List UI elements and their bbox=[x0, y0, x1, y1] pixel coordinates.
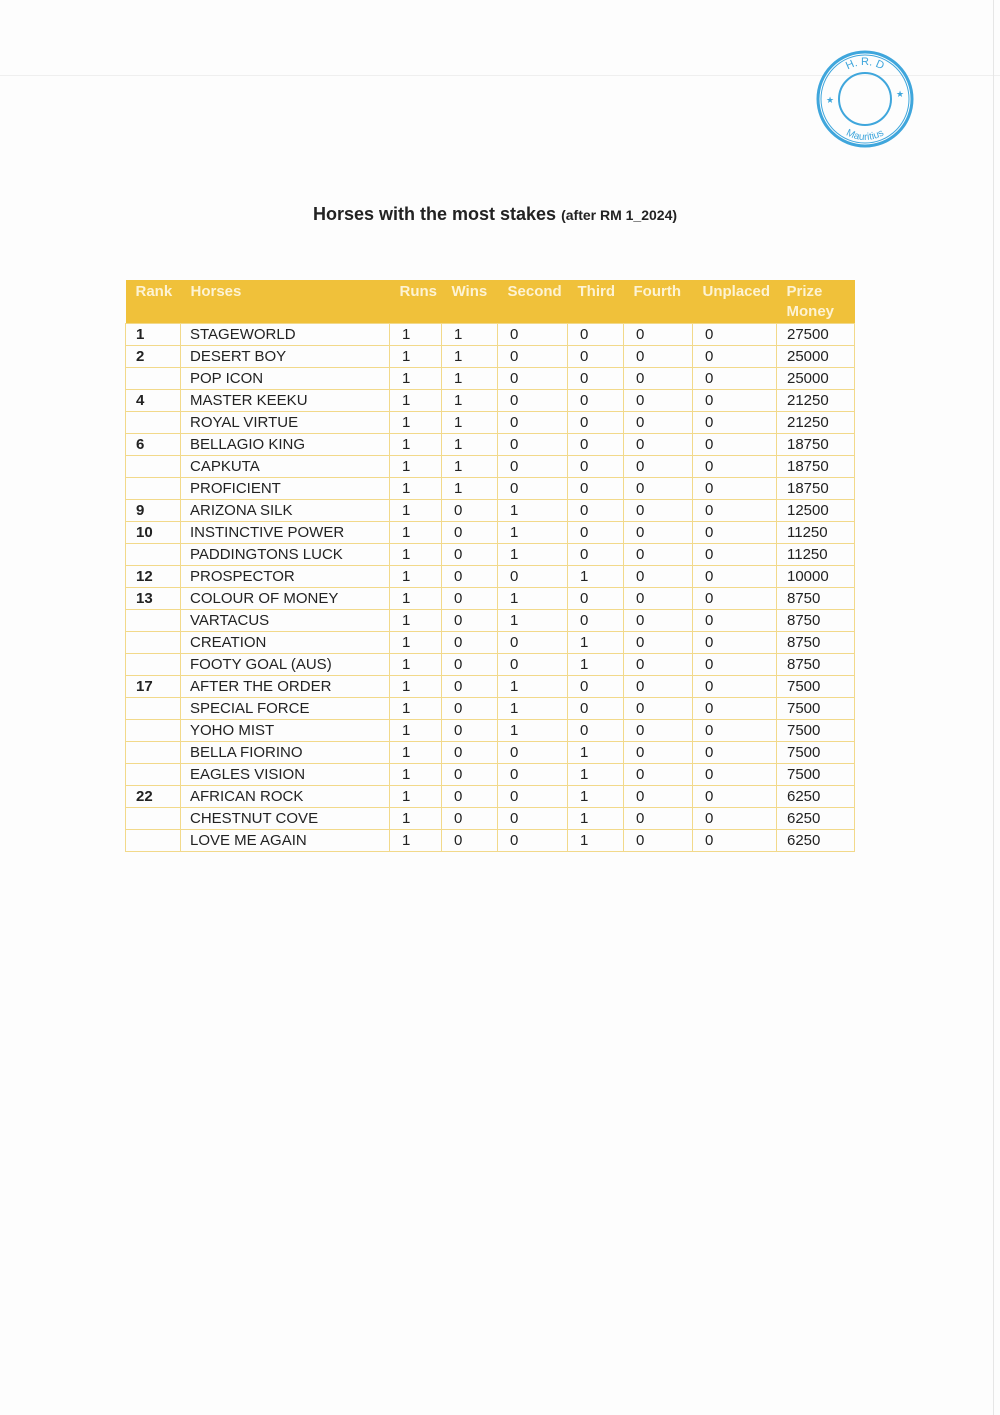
prize-cell: 18750 bbox=[777, 434, 855, 456]
runs-cell: 1 bbox=[390, 720, 442, 742]
third-cell: 0 bbox=[568, 588, 624, 610]
wins-cell: 1 bbox=[442, 324, 498, 346]
third-cell: 0 bbox=[568, 324, 624, 346]
runs-cell: 1 bbox=[390, 522, 442, 544]
fourth-cell: 0 bbox=[624, 434, 693, 456]
prize-cell: 8750 bbox=[777, 610, 855, 632]
horse-cell: FOOTY GOAL (AUS) bbox=[181, 654, 390, 676]
fourth-cell: 0 bbox=[624, 522, 693, 544]
wins-cell: 0 bbox=[442, 610, 498, 632]
rank-cell bbox=[126, 830, 181, 852]
runs-cell: 1 bbox=[390, 368, 442, 390]
second-cell: 0 bbox=[498, 632, 568, 654]
prize-cell: 7500 bbox=[777, 742, 855, 764]
fourth-cell: 0 bbox=[624, 566, 693, 588]
horse-cell: BELLA FIORINO bbox=[181, 742, 390, 764]
page-title-sub: (after RM 1_2024) bbox=[561, 207, 678, 223]
horse-cell: CAPKUTA bbox=[181, 456, 390, 478]
prize-cell: 6250 bbox=[777, 808, 855, 830]
header-second: Second bbox=[498, 280, 568, 324]
wins-cell: 1 bbox=[442, 478, 498, 500]
header-horses: Horses bbox=[181, 280, 390, 324]
third-cell: 1 bbox=[568, 808, 624, 830]
second-cell: 1 bbox=[498, 544, 568, 566]
third-cell: 0 bbox=[568, 610, 624, 632]
unplaced-cell: 0 bbox=[693, 412, 777, 434]
rank-cell: 9 bbox=[126, 500, 181, 522]
header-unplaced: Unplaced bbox=[693, 280, 777, 324]
wins-cell: 0 bbox=[442, 500, 498, 522]
unplaced-cell: 0 bbox=[693, 434, 777, 456]
fourth-cell: 0 bbox=[624, 720, 693, 742]
third-cell: 1 bbox=[568, 632, 624, 654]
rank-cell: 6 bbox=[126, 434, 181, 456]
rank-cell: 17 bbox=[126, 676, 181, 698]
table-row bbox=[126, 588, 855, 610]
fourth-cell: 0 bbox=[624, 324, 693, 346]
fourth-cell: 0 bbox=[624, 676, 693, 698]
wins-cell: 0 bbox=[442, 632, 498, 654]
scan-edge-right bbox=[993, 0, 994, 1415]
runs-cell: 1 bbox=[390, 390, 442, 412]
table-row bbox=[126, 830, 855, 852]
fourth-cell: 0 bbox=[624, 786, 693, 808]
second-cell: 1 bbox=[498, 676, 568, 698]
table-row bbox=[126, 808, 855, 830]
wins-cell: 0 bbox=[442, 808, 498, 830]
second-cell: 0 bbox=[498, 742, 568, 764]
runs-cell: 1 bbox=[390, 324, 442, 346]
horse-cell: YOHO MIST bbox=[181, 720, 390, 742]
rank-cell bbox=[126, 764, 181, 786]
rank-cell bbox=[126, 654, 181, 676]
prize-cell: 7500 bbox=[777, 764, 855, 786]
header-rank: Rank bbox=[126, 280, 181, 324]
horse-cell: VARTACUS bbox=[181, 610, 390, 632]
runs-cell: 1 bbox=[390, 764, 442, 786]
third-cell: 0 bbox=[568, 390, 624, 412]
table-body bbox=[126, 324, 855, 852]
runs-cell: 1 bbox=[390, 786, 442, 808]
stamp-star-left: ★ bbox=[826, 96, 835, 106]
prize-cell: 8750 bbox=[777, 588, 855, 610]
runs-cell: 1 bbox=[390, 588, 442, 610]
stamp-top-text: H. R. D bbox=[844, 55, 886, 73]
second-cell: 0 bbox=[498, 764, 568, 786]
fourth-cell: 0 bbox=[624, 698, 693, 720]
fourth-cell: 0 bbox=[624, 368, 693, 390]
table-row bbox=[126, 500, 855, 522]
rank-cell: 13 bbox=[126, 588, 181, 610]
page-title bbox=[0, 204, 990, 225]
second-cell: 1 bbox=[498, 588, 568, 610]
runs-cell: 1 bbox=[390, 742, 442, 764]
third-cell: 1 bbox=[568, 830, 624, 852]
unplaced-cell: 0 bbox=[693, 478, 777, 500]
runs-cell: 1 bbox=[390, 830, 442, 852]
second-cell: 1 bbox=[498, 698, 568, 720]
table-row bbox=[126, 698, 855, 720]
unplaced-cell: 0 bbox=[693, 346, 777, 368]
horse-cell: COLOUR OF MONEY bbox=[181, 588, 390, 610]
third-cell: 0 bbox=[568, 478, 624, 500]
rank-cell bbox=[126, 632, 181, 654]
stakes-table bbox=[125, 280, 855, 852]
second-cell: 1 bbox=[498, 720, 568, 742]
unplaced-cell: 0 bbox=[693, 786, 777, 808]
table-row bbox=[126, 368, 855, 390]
page-title-main: Horses with the most stakes bbox=[312, 204, 557, 224]
wins-cell: 0 bbox=[442, 654, 498, 676]
third-cell: 1 bbox=[568, 654, 624, 676]
second-cell: 1 bbox=[498, 610, 568, 632]
prize-cell: 21250 bbox=[777, 412, 855, 434]
second-cell: 0 bbox=[498, 808, 568, 830]
svg-text:H. R. D bbox=[844, 56, 886, 72]
unplaced-cell: 0 bbox=[693, 764, 777, 786]
hrd-mauritius-stamp bbox=[814, 48, 916, 150]
horse-cell: PROFICIENT bbox=[181, 478, 390, 500]
horse-cell: SPECIAL FORCE bbox=[181, 698, 390, 720]
header-third: Third bbox=[568, 280, 624, 324]
unplaced-cell: 0 bbox=[693, 566, 777, 588]
wins-cell: 1 bbox=[442, 346, 498, 368]
horse-cell: CREATION bbox=[181, 632, 390, 654]
wins-cell: 1 bbox=[442, 390, 498, 412]
prize-cell: 11250 bbox=[777, 522, 855, 544]
fourth-cell: 0 bbox=[624, 412, 693, 434]
prize-cell: 27500 bbox=[777, 324, 855, 346]
wins-cell: 0 bbox=[442, 786, 498, 808]
table-row bbox=[126, 390, 855, 412]
rank-cell: 12 bbox=[126, 566, 181, 588]
third-cell: 0 bbox=[568, 544, 624, 566]
rank-cell bbox=[126, 544, 181, 566]
rank-cell bbox=[126, 368, 181, 390]
rank-cell bbox=[126, 610, 181, 632]
horse-cell: DESERT BOY bbox=[181, 346, 390, 368]
third-cell: 0 bbox=[568, 456, 624, 478]
prize-cell: 7500 bbox=[777, 676, 855, 698]
unplaced-cell: 0 bbox=[693, 610, 777, 632]
runs-cell: 1 bbox=[390, 544, 442, 566]
table-row bbox=[126, 478, 855, 500]
rank-cell bbox=[126, 698, 181, 720]
rank-cell bbox=[126, 808, 181, 830]
second-cell: 1 bbox=[498, 522, 568, 544]
table-row bbox=[126, 764, 855, 786]
unplaced-cell: 0 bbox=[693, 654, 777, 676]
horse-cell: INSTINCTIVE POWER bbox=[181, 522, 390, 544]
runs-cell: 1 bbox=[390, 566, 442, 588]
horse-cell: BELLAGIO KING bbox=[181, 434, 390, 456]
wins-cell: 0 bbox=[442, 566, 498, 588]
horse-cell: MASTER KEEKU bbox=[181, 390, 390, 412]
wins-cell: 0 bbox=[442, 698, 498, 720]
wins-cell: 1 bbox=[442, 368, 498, 390]
table-row bbox=[126, 720, 855, 742]
third-cell: 0 bbox=[568, 368, 624, 390]
table-row bbox=[126, 522, 855, 544]
second-cell: 0 bbox=[498, 368, 568, 390]
third-cell: 0 bbox=[568, 412, 624, 434]
runs-cell: 1 bbox=[390, 500, 442, 522]
unplaced-cell: 0 bbox=[693, 720, 777, 742]
third-cell: 0 bbox=[568, 676, 624, 698]
fourth-cell: 0 bbox=[624, 346, 693, 368]
rank-cell bbox=[126, 742, 181, 764]
table-row bbox=[126, 654, 855, 676]
second-cell: 0 bbox=[498, 654, 568, 676]
third-cell: 1 bbox=[568, 786, 624, 808]
header-wins: Wins bbox=[442, 280, 498, 324]
horse-cell: POP ICON bbox=[181, 368, 390, 390]
wins-cell: 0 bbox=[442, 742, 498, 764]
third-cell: 1 bbox=[568, 764, 624, 786]
unplaced-cell: 0 bbox=[693, 830, 777, 852]
runs-cell: 1 bbox=[390, 654, 442, 676]
fourth-cell: 0 bbox=[624, 742, 693, 764]
unplaced-cell: 0 bbox=[693, 742, 777, 764]
fourth-cell: 0 bbox=[624, 456, 693, 478]
stamp-bottom-text: Mauritius bbox=[844, 127, 886, 144]
fourth-cell: 0 bbox=[624, 632, 693, 654]
table-row bbox=[126, 434, 855, 456]
table-row bbox=[126, 324, 855, 346]
wins-cell: 0 bbox=[442, 544, 498, 566]
horse-cell: AFTER THE ORDER bbox=[181, 676, 390, 698]
prize-cell: 7500 bbox=[777, 698, 855, 720]
runs-cell: 1 bbox=[390, 456, 442, 478]
unplaced-cell: 0 bbox=[693, 324, 777, 346]
prize-cell: 12500 bbox=[777, 500, 855, 522]
second-cell: 0 bbox=[498, 830, 568, 852]
third-cell: 0 bbox=[568, 500, 624, 522]
prize-cell: 8750 bbox=[777, 654, 855, 676]
wins-cell: 0 bbox=[442, 522, 498, 544]
prize-cell: 18750 bbox=[777, 478, 855, 500]
rank-cell bbox=[126, 412, 181, 434]
table-row bbox=[126, 786, 855, 808]
horse-cell: EAGLES VISION bbox=[181, 764, 390, 786]
unplaced-cell: 0 bbox=[693, 632, 777, 654]
horse-cell: PADDINGTONS LUCK bbox=[181, 544, 390, 566]
fourth-cell: 0 bbox=[624, 588, 693, 610]
rank-cell: 10 bbox=[126, 522, 181, 544]
third-cell: 1 bbox=[568, 566, 624, 588]
rank-cell: 1 bbox=[126, 324, 181, 346]
horse-cell: LOVE ME AGAIN bbox=[181, 830, 390, 852]
table-row bbox=[126, 610, 855, 632]
fourth-cell: 0 bbox=[624, 544, 693, 566]
rank-cell: 22 bbox=[126, 786, 181, 808]
header-runs: Runs bbox=[390, 280, 442, 324]
second-cell: 0 bbox=[498, 412, 568, 434]
table-row bbox=[126, 742, 855, 764]
second-cell: 0 bbox=[498, 346, 568, 368]
second-cell: 0 bbox=[498, 456, 568, 478]
table-row bbox=[126, 544, 855, 566]
table-row bbox=[126, 346, 855, 368]
horse-cell: AFRICAN ROCK bbox=[181, 786, 390, 808]
runs-cell: 1 bbox=[390, 632, 442, 654]
second-cell: 0 bbox=[498, 478, 568, 500]
unplaced-cell: 0 bbox=[693, 698, 777, 720]
second-cell: 0 bbox=[498, 786, 568, 808]
unplaced-cell: 0 bbox=[693, 500, 777, 522]
prize-cell: 25000 bbox=[777, 346, 855, 368]
fourth-cell: 0 bbox=[624, 654, 693, 676]
second-cell: 1 bbox=[498, 500, 568, 522]
fourth-cell: 0 bbox=[624, 830, 693, 852]
rank-cell bbox=[126, 478, 181, 500]
prize-cell: 11250 bbox=[777, 544, 855, 566]
wins-cell: 0 bbox=[442, 830, 498, 852]
runs-cell: 1 bbox=[390, 808, 442, 830]
prize-cell: 10000 bbox=[777, 566, 855, 588]
fourth-cell: 0 bbox=[624, 808, 693, 830]
prize-cell: 8750 bbox=[777, 632, 855, 654]
unplaced-cell: 0 bbox=[693, 390, 777, 412]
unplaced-cell: 0 bbox=[693, 522, 777, 544]
fourth-cell: 0 bbox=[624, 478, 693, 500]
wins-cell: 1 bbox=[442, 456, 498, 478]
unplaced-cell: 0 bbox=[693, 456, 777, 478]
table-row bbox=[126, 456, 855, 478]
table-row bbox=[126, 566, 855, 588]
prize-cell: 7500 bbox=[777, 720, 855, 742]
runs-cell: 1 bbox=[390, 434, 442, 456]
third-cell: 0 bbox=[568, 720, 624, 742]
third-cell: 1 bbox=[568, 742, 624, 764]
unplaced-cell: 0 bbox=[693, 544, 777, 566]
unplaced-cell: 0 bbox=[693, 676, 777, 698]
prize-cell: 6250 bbox=[777, 786, 855, 808]
table-header-row bbox=[126, 280, 855, 324]
runs-cell: 1 bbox=[390, 676, 442, 698]
fourth-cell: 0 bbox=[624, 390, 693, 412]
fourth-cell: 0 bbox=[624, 500, 693, 522]
horse-cell: ROYAL VIRTUE bbox=[181, 412, 390, 434]
runs-cell: 1 bbox=[390, 478, 442, 500]
horse-cell: STAGEWORLD bbox=[181, 324, 390, 346]
rank-cell bbox=[126, 456, 181, 478]
header-prize-money: Prize Money bbox=[777, 280, 855, 324]
table-row bbox=[126, 412, 855, 434]
runs-cell: 1 bbox=[390, 610, 442, 632]
rank-cell bbox=[126, 720, 181, 742]
wins-cell: 0 bbox=[442, 764, 498, 786]
wins-cell: 0 bbox=[442, 676, 498, 698]
second-cell: 0 bbox=[498, 390, 568, 412]
rank-cell: 2 bbox=[126, 346, 181, 368]
prize-cell: 25000 bbox=[777, 368, 855, 390]
runs-cell: 1 bbox=[390, 412, 442, 434]
unplaced-cell: 0 bbox=[693, 368, 777, 390]
wins-cell: 0 bbox=[442, 588, 498, 610]
prize-cell: 6250 bbox=[777, 830, 855, 852]
wins-cell: 0 bbox=[442, 720, 498, 742]
runs-cell: 1 bbox=[390, 346, 442, 368]
third-cell: 0 bbox=[568, 434, 624, 456]
second-cell: 0 bbox=[498, 566, 568, 588]
prize-cell: 21250 bbox=[777, 390, 855, 412]
horse-cell: CHESTNUT COVE bbox=[181, 808, 390, 830]
third-cell: 0 bbox=[568, 698, 624, 720]
stamp-star-right: ★ bbox=[896, 90, 905, 100]
second-cell: 0 bbox=[498, 434, 568, 456]
horse-cell: ARIZONA SILK bbox=[181, 500, 390, 522]
table-row bbox=[126, 676, 855, 698]
runs-cell: 1 bbox=[390, 698, 442, 720]
rank-cell: 4 bbox=[126, 390, 181, 412]
fourth-cell: 0 bbox=[624, 610, 693, 632]
third-cell: 0 bbox=[568, 522, 624, 544]
second-cell: 0 bbox=[498, 324, 568, 346]
third-cell: 0 bbox=[568, 346, 624, 368]
wins-cell: 1 bbox=[442, 434, 498, 456]
prize-cell: 18750 bbox=[777, 456, 855, 478]
header-fourth: Fourth bbox=[624, 280, 693, 324]
table-row bbox=[126, 632, 855, 654]
unplaced-cell: 0 bbox=[693, 588, 777, 610]
wins-cell: 1 bbox=[442, 412, 498, 434]
horse-cell: PROSPECTOR bbox=[181, 566, 390, 588]
fourth-cell: 0 bbox=[624, 764, 693, 786]
unplaced-cell: 0 bbox=[693, 808, 777, 830]
